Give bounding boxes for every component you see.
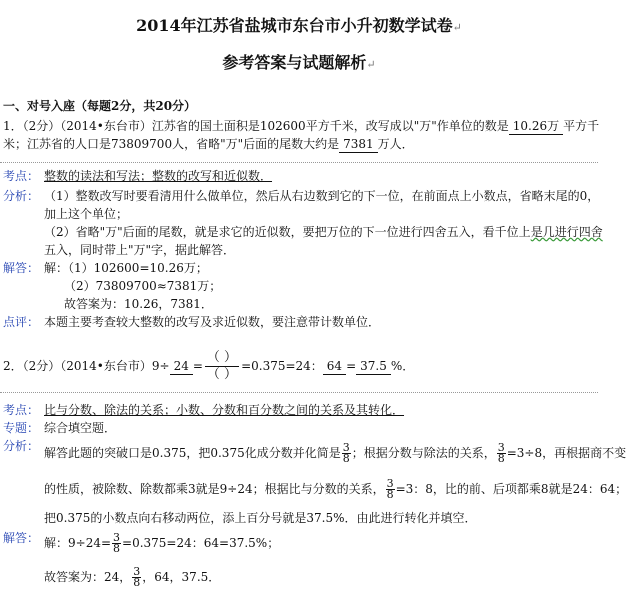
q2-zhuanti-label: 专题： bbox=[3, 421, 40, 435]
q1-jieda-label: 解答： bbox=[3, 261, 40, 275]
q2-blank-fraction: （ ） （ ） bbox=[206, 350, 238, 382]
q1-fenxi-3: （2）省略"万"后面的尾数，就是求它的近似数，要把万位的下一位进行四舍五入，看千位上是几进行四舍 bbox=[44, 225, 603, 239]
q1-fenxi-label: 分析： bbox=[3, 189, 40, 203]
page-subtitle: 参考答案与试题解析↵ bbox=[222, 53, 376, 72]
q1-kaodian: 整数的读法和写法；整数的改写和近似数． bbox=[44, 169, 273, 183]
q1-kaodian-label: 考点： bbox=[3, 169, 40, 183]
divider bbox=[0, 392, 598, 393]
section-heading: 一、对号入座（每题2分，共20分） bbox=[3, 99, 197, 113]
q2-fenxi-label: 分析： bbox=[3, 439, 40, 453]
q2-zhuanti: 综合填空题． bbox=[44, 421, 117, 435]
q1-answer-1: 10.26万 bbox=[509, 118, 563, 135]
q2-stem: 2．（2分）（2014•东台市）9÷ 24 = （ ） （ ） =0.375=24： 64 = 37.5 %． bbox=[3, 350, 415, 382]
q2-fenxi-2: 的性质，被除数、除数都乘3就是9÷24；根据比与分数的关系， $\frac{3}{8}$ =3：8，比的前、后项都乘8就是24：64； bbox=[44, 477, 627, 501]
q2-answer-2: 64 bbox=[323, 358, 346, 375]
q1-fenxi-1: （1）整数改写时要看清用什么做单位，然后从右边数到它的下一位，在前面点上小数点，省略末尾的0， bbox=[44, 189, 600, 203]
q1-answer-2: 7381 bbox=[339, 136, 378, 153]
q1-dianping: 本题主要考查较大整数的改写及求近似数，要注意带计数单位． bbox=[44, 315, 381, 329]
q1-dianping-label: 点评： bbox=[3, 315, 40, 329]
q1-stem-line1: 1．（2分）（2014•东台市）江苏省的国土面积是102600平方千米，改写成以"万"作单位的数是 10.26万 平方千 bbox=[3, 119, 600, 133]
q1-jieda-3: 故答案为：10.26，7381． bbox=[64, 297, 213, 311]
q2-answer-1: 24 bbox=[170, 358, 193, 375]
q2-answer-3: 37.5 bbox=[356, 358, 391, 375]
q1-jieda-1: 解：（1）102600=10.26万； bbox=[44, 261, 208, 275]
q1-jieda-2: （2）73809700≈7381万； bbox=[64, 279, 222, 293]
q2-fenxi-3: 把0.375的小数点向右移动两位，添上百分号就是37.5%．由此进行转化并填空． bbox=[44, 511, 477, 525]
q2-fenxi-1: 解答此题的突破口是0.375，把0.375化成分数并化简是 $\frac{3}{8}$ ；根据分数与除法的关系， $\frac{3}{8}$ =3÷8，再根据商不变 bbox=[44, 441, 627, 465]
q2-jieda-2: 故答案为：24， $\frac{3}{8}$ ，64，37.5． bbox=[44, 565, 221, 589]
q1-fenxi-4: 五入，同时带上"万"字，据此解答． bbox=[44, 243, 236, 257]
page-title: 2014年江苏省盐城市东台市小升初数学试卷↵ bbox=[136, 16, 462, 35]
q2-kaodian: 比与分数、除法的关系；小数、分数和百分数之间的关系及其转化． bbox=[44, 403, 405, 417]
q1-stem-line2: 米；江苏省的人口是73809700人，省略"万"后面的尾数大约是 7381 万人． bbox=[3, 137, 414, 151]
q2-jieda-1: 解：9÷24= $\frac{3}{8}$ =0.375=24：64=37.5%； bbox=[44, 531, 280, 555]
divider bbox=[0, 162, 598, 163]
q2-jieda-label: 解答： bbox=[3, 531, 40, 545]
q1-fenxi-2: 加上这个单位； bbox=[44, 207, 129, 221]
q2-kaodian-label: 考点： bbox=[3, 403, 40, 417]
